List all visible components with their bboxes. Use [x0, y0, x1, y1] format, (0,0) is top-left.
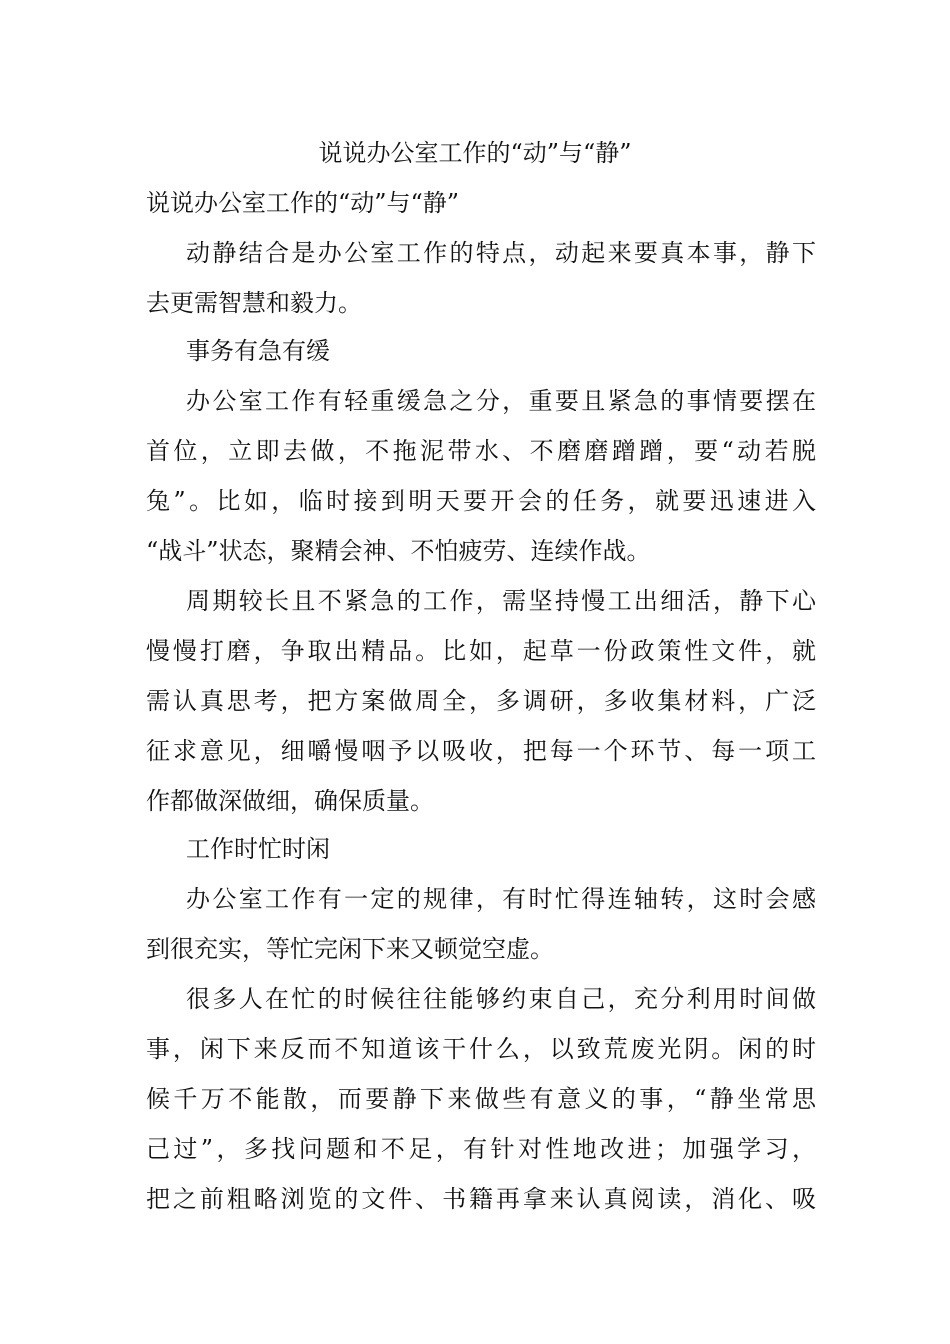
text-line: 首位，立即去做，不拖泥带水、不磨磨蹭蹭，要“动若脱	[146, 437, 816, 465]
text-line: 需认真思考，把方案做周全，多调研，多收集材料，广泛	[146, 687, 816, 715]
text-line: 办公室工作有轻重缓急之分，重要且紧急的事情要摆在	[186, 387, 816, 415]
text-line: 候千万不能散，而要静下来做些有意义的事，“静坐常思	[146, 1085, 816, 1113]
text-line: 慢慢打磨，争取出精品。比如，起草一份政策性文件，就	[146, 637, 816, 665]
text-line: 动静结合是办公室工作的特点，动起来要真本事，静下	[186, 239, 816, 267]
text-line: 事，闲下来反而不知道该干什么，以致荒废光阴。闲的时	[146, 1035, 816, 1063]
document-title: 说说办公室工作的“动”与“静”	[318, 139, 632, 167]
text-line: 征求意见，细嚼慢咽予以吸收，把每一个环节、每一项工	[146, 737, 816, 765]
text-line: 去更需智慧和毅力。	[146, 289, 362, 317]
section-heading: 事务有急有缓	[186, 337, 330, 365]
section-heading: 工作时忙时闲	[186, 835, 330, 863]
text-line: 周期较长且不紧急的工作，需坚持慢工出细活，静下心	[186, 587, 816, 615]
document-subtitle: 说说办公室工作的“动”与“静”	[146, 189, 460, 217]
text-line: 办公室工作有一定的规律，有时忙得连轴转，这时会感	[186, 885, 816, 913]
text-line: 己过”，多找问题和不足，有针对性地改进；加强学习，	[146, 1135, 816, 1163]
text-line: 到很充实，等忙完闲下来又顿觉空虚。	[146, 935, 554, 963]
text-line: 很多人在忙的时候往往能够约束自己，充分利用时间做	[186, 985, 816, 1013]
text-line: 把之前粗略浏览的文件、书籍再拿来认真阅读，消化、吸	[146, 1185, 816, 1213]
text-line: 作都做深做细，确保质量。	[146, 787, 434, 815]
text-line: “战斗”状态，聚精会神、不怕疲劳、连续作战。	[146, 537, 651, 565]
text-line: 兔”。比如，临时接到明天要开会的任务，就要迅速进入	[146, 487, 816, 515]
